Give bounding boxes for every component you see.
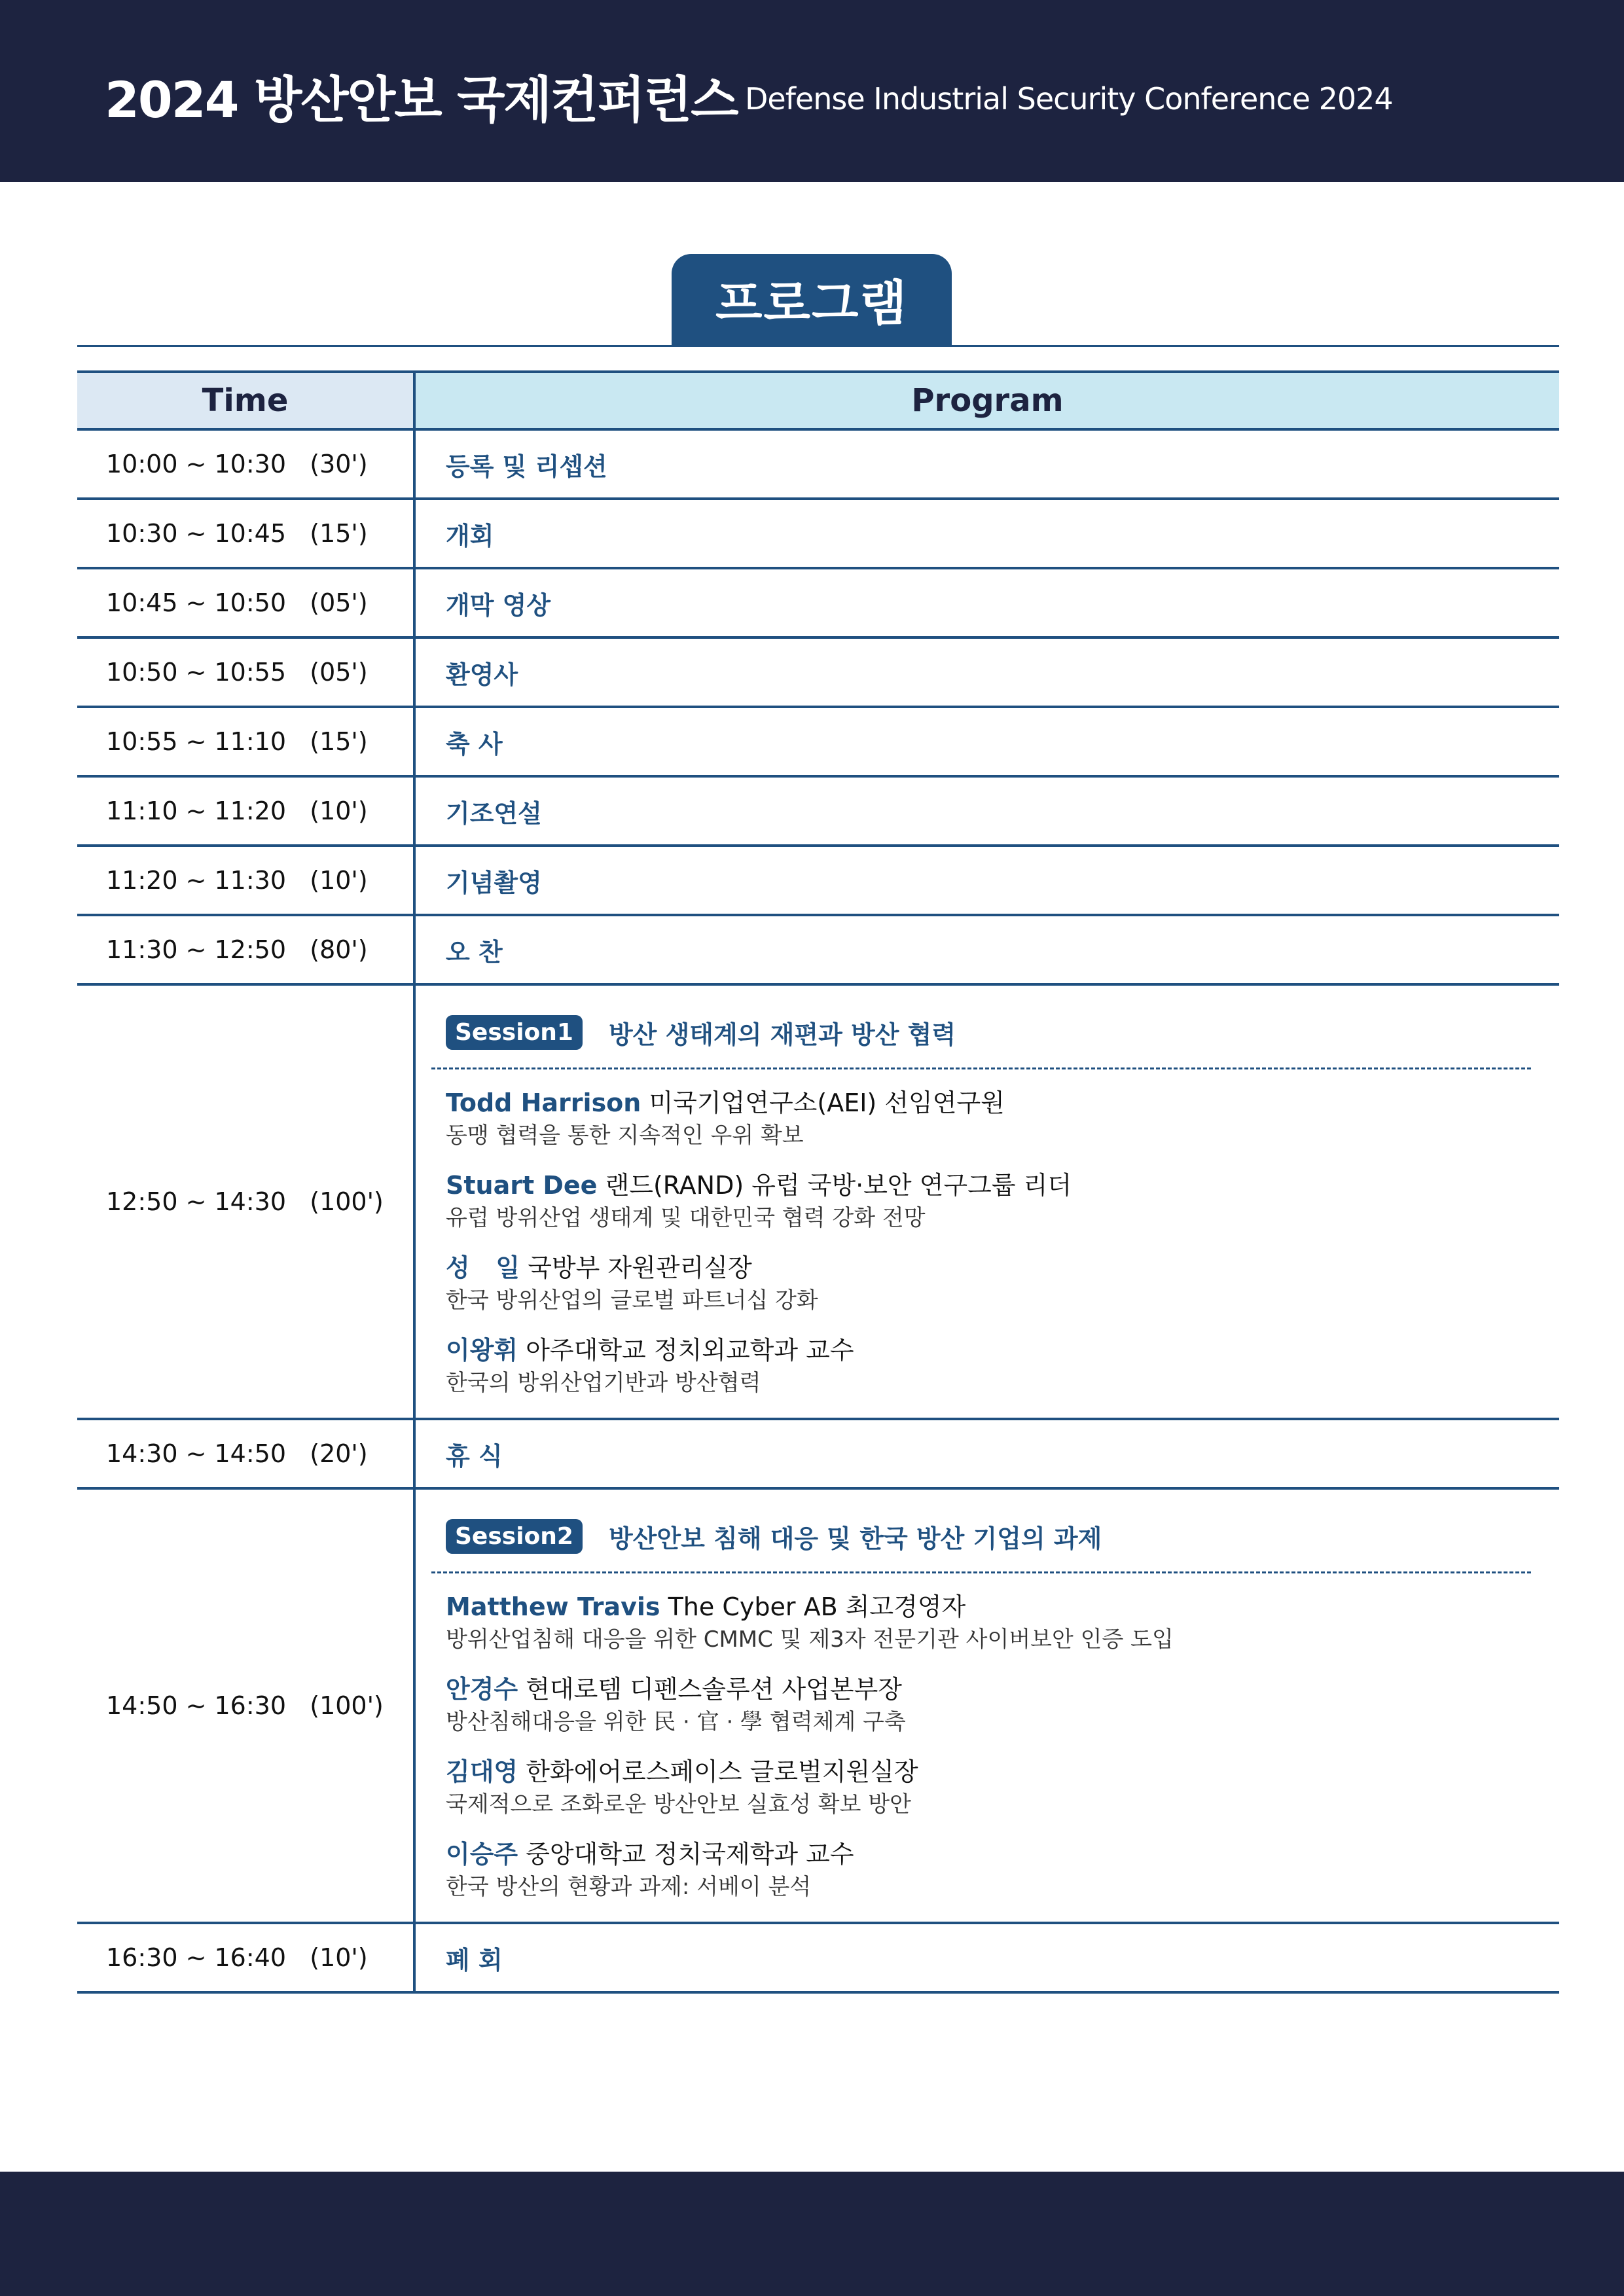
speaker-item xyxy=(446,1754,1559,1820)
program-title: 개막 영상 xyxy=(446,590,551,620)
speaker-role: 중앙대학교 정치국제학과 교수 xyxy=(526,1840,854,1869)
session-badge: Session1 xyxy=(446,1015,583,1050)
speaker-role: 현대로템 디펜스솔루션 사업본부장 xyxy=(526,1675,902,1704)
speaker-topic: 한국 방위산업의 글로벌 파트너십 강화 xyxy=(446,1287,818,1314)
time-cell: 10:30 ~ 10:45 (15') xyxy=(77,499,414,568)
program-title: 오 찬 xyxy=(446,937,503,967)
speaker-item xyxy=(446,1250,1559,1316)
speaker-item xyxy=(446,1168,1559,1233)
speaker-name: Todd Harrison xyxy=(446,1088,641,1117)
speaker-name: Stuart Dee xyxy=(446,1171,598,1200)
speaker-role: 국방부 자원관리실장 xyxy=(528,1253,752,1282)
speaker-role: The Cyber AB 최고경영자 xyxy=(668,1592,966,1621)
table-row xyxy=(77,1923,1559,1992)
session-badge: Session2 xyxy=(446,1519,583,1554)
program-title: 기념촬영 xyxy=(446,868,542,897)
time-cell: 16:30 ~ 16:40 (10') xyxy=(77,1923,414,1992)
speaker-topic: 방위산업침해 대응을 위한 CMMC 및 제3자 전문기관 사이버보안 인증 도입 xyxy=(446,1626,1174,1653)
column-header-program: Program xyxy=(414,372,1559,429)
program-title: 휴 식 xyxy=(446,1441,503,1471)
speaker-name: 안경수 xyxy=(446,1675,518,1704)
session-header xyxy=(446,1490,1559,1571)
time-cell: 11:10 ~ 11:20 (10') xyxy=(77,776,414,846)
divider xyxy=(77,345,1559,347)
program-title: 기조연설 xyxy=(446,798,542,828)
speaker-role: 랜드(RAND) 유럽 국방·보안 연구그룹 리더 xyxy=(605,1171,1072,1200)
conference-title: 2024 방산안보 국제컨퍼런스 xyxy=(105,71,738,129)
conference-subtitle: Defense Industrial Security Conference 2024 xyxy=(745,81,1393,117)
speaker-name: 이승주 xyxy=(446,1840,518,1869)
table-row xyxy=(77,1419,1559,1488)
program-title: 등록 및 리셉션 xyxy=(446,452,607,481)
session-row xyxy=(77,984,1559,1419)
time-cell: 10:55 ~ 11:10 (15') xyxy=(77,707,414,776)
time-cell: 14:50 ~ 16:30 (100') xyxy=(77,1488,414,1923)
program-title: 폐 회 xyxy=(446,1945,503,1975)
header-banner xyxy=(0,0,1624,182)
session-row xyxy=(77,1488,1559,1923)
table-row xyxy=(77,637,1559,707)
speaker-item xyxy=(446,1333,1559,1398)
table-row xyxy=(77,499,1559,568)
speaker-list xyxy=(446,1069,1559,1418)
program-title: 축 사 xyxy=(446,729,503,759)
speaker-item xyxy=(446,1589,1559,1655)
time-cell: 10:45 ~ 10:50 (05') xyxy=(77,568,414,637)
time-cell: 14:30 ~ 14:50 (20') xyxy=(77,1419,414,1488)
speaker-topic: 국제적으로 조화로운 방산안보 실효성 확보 방안 xyxy=(446,1791,911,1818)
speaker-name: Matthew Travis xyxy=(446,1592,660,1621)
program-title: 환영사 xyxy=(446,660,518,689)
speaker-name: 성 일 xyxy=(446,1253,520,1282)
speaker-role: 아주대학교 정치외교학과 교수 xyxy=(526,1336,854,1365)
time-cell: 11:20 ~ 11:30 (10') xyxy=(77,846,414,915)
speaker-item xyxy=(446,1672,1559,1737)
speaker-topic: 한국의 방위산업기반과 방산협력 xyxy=(446,1370,761,1396)
speaker-list xyxy=(446,1573,1559,1922)
table-row xyxy=(77,776,1559,846)
program-tab: 프로그램 xyxy=(672,254,952,346)
program-table xyxy=(77,370,1559,1994)
session-header xyxy=(446,986,1559,1067)
speaker-topic: 동맹 협력을 통한 지속적인 우위 확보 xyxy=(446,1122,804,1149)
session-title: 방산안보 침해 대응 및 한국 방산 기업의 과제 xyxy=(608,1524,1102,1553)
time-cell: 10:00 ~ 10:30 (30') xyxy=(77,429,414,499)
session-title: 방산 생태계의 재편과 방산 협력 xyxy=(608,1020,956,1049)
speaker-name: 이왕휘 xyxy=(446,1336,518,1365)
speaker-item xyxy=(446,1085,1559,1151)
time-cell: 10:50 ~ 10:55 (05') xyxy=(77,637,414,707)
speaker-item xyxy=(446,1837,1559,1902)
speaker-topic: 한국 방산의 현황과 과제: 서베이 분석 xyxy=(446,1874,812,1900)
speaker-role: 한화에어로스페이스 글로벌지원실장 xyxy=(526,1757,918,1786)
program-title: 개회 xyxy=(446,521,494,550)
table-header-row xyxy=(77,372,1559,429)
column-header-time: Time xyxy=(77,372,414,429)
table-row xyxy=(77,429,1559,499)
speaker-topic: 유럽 방위산업 생태계 및 대한민국 협력 강화 전망 xyxy=(446,1205,926,1231)
speaker-role: 미국기업연구소(AEI) 선임연구원 xyxy=(649,1088,1005,1117)
table-row xyxy=(77,707,1559,776)
table-row xyxy=(77,915,1559,984)
time-cell: 12:50 ~ 14:30 (100') xyxy=(77,984,414,1419)
speaker-topic: 방산침해대응을 위한 民 · 官 · 學 협력체계 구축 xyxy=(446,1709,906,1735)
table-row xyxy=(77,846,1559,915)
time-cell: 11:30 ~ 12:50 (80') xyxy=(77,915,414,984)
table-row xyxy=(77,568,1559,637)
speaker-name: 김대영 xyxy=(446,1757,518,1786)
footer-banner xyxy=(0,2172,1624,2296)
